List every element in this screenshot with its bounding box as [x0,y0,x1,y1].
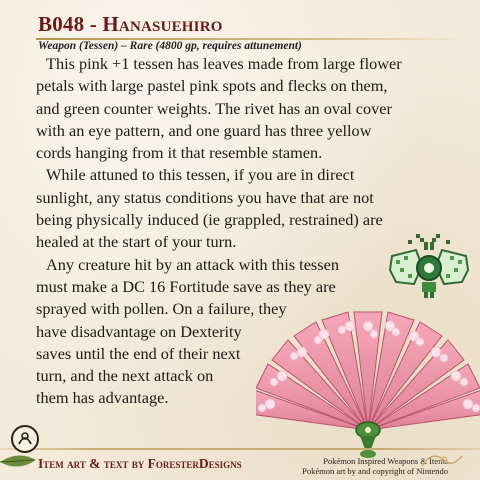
text-line: and green counter weights. The rivet has an oval cover [36,98,392,118]
text-line: healed at the start of your turn. [36,232,237,252]
text-line: cords hanging from it that resemble stamen. [36,143,323,163]
text-line: turn, and the next attack on [36,366,214,386]
text-line: them has advantage. [36,388,169,408]
art-credit: Item art & text by ForesterDesigns [38,456,242,471]
text-line: must make a DC 16 Fortitude save as they are [36,276,336,296]
text-line: Any creature hit by an attack with this tessen [46,254,339,274]
text-line: have disadvantage on Dexterity [36,321,242,341]
item-subtitle: Weapon (Tessen) – Rare (4800 gp, requires attunement) [38,40,302,52]
footer-divider [0,448,480,450]
text-line: petals with large pastel pink spots and flecks on them, [36,76,388,96]
text-line: being physically induced (ie grappled, restrained) are [36,210,383,230]
copyright-line: Pokémon art by and copyright of Nintendo [302,466,448,476]
text-line: This pink +1 tessen has leaves made from large flower [46,54,402,73]
item-title: B048 - Hanasuehiro [38,12,223,36]
leaf-ornament-icon [0,450,40,480]
text-line: While attuned to this tessen, if you are in direct [46,165,355,185]
forester-designs-logo-icon [10,424,40,454]
text-line: saves until the end of their next [36,343,241,363]
description-paragraph-1 [36,53,466,164]
butterfly-sprite-icon [386,232,472,304]
series-line: Pokémon Inspired Weapons & Items [323,456,448,466]
text-line: sunlight, any status conditions you have that are not [36,187,374,207]
text-line: with an eye pattern, and one guard has three yellow [36,120,372,140]
tessen-fan-illustration [256,300,480,460]
text-line: sprayed with pollen. On a failure, they [36,299,287,319]
swirl-ornament-icon [418,446,468,476]
